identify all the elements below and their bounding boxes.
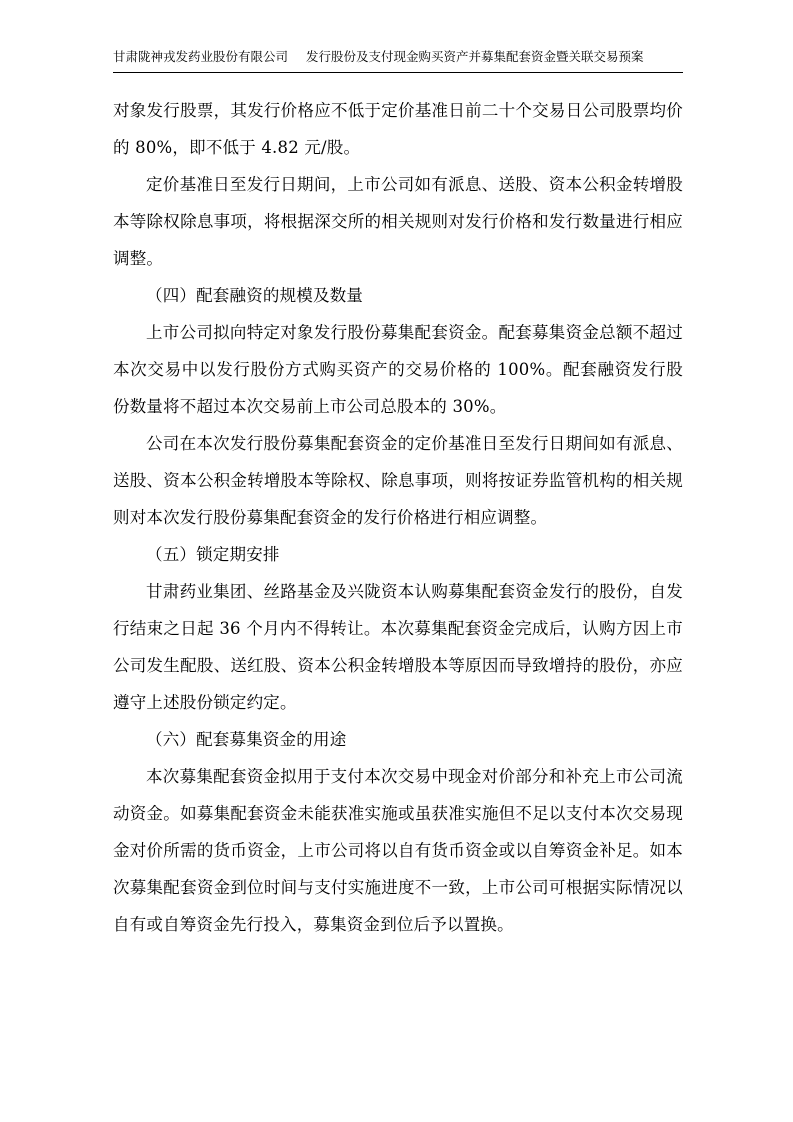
paragraph: 上市公司拟向特定对象发行股份募集配套资金。配套募集资金总额不超过本次交易中以发行股份方式购买资产的交易价格的 100%。配套融资发行股份数量将不超过本次交易前上市公司总股本的 30%。 <box>113 323 683 416</box>
paragraph: 甘肃药业集团、丝路基金及兴陇资本认购募集配套资金发行的股份，自发行结束之日起 36 个月内不得转让。本次募集配套资金完成后，认购方因上市公司发生配股、送红股、资本公积金转增股本等原因而导致增持的股份，亦应遵守上述股份锁定约定。 <box>113 582 683 712</box>
section-heading: （五）锁定期安排 <box>146 545 280 564</box>
document-body <box>113 92 683 943</box>
section-heading: （四）配套融资的规模及数量 <box>146 286 364 305</box>
paragraph: 公司在本次发行股份募集配套资金的定价基准日至发行日期间如有派息、送股、资本公积金转增股本等除权、除息事项，则将按证券监管机构的相关规则对本次发行股份募集配套资金的发行价格进行相应调整。 <box>113 434 683 527</box>
header-document-title: 发行股份及支付现金购买资产并募集配套资金暨关联交易预案 <box>306 49 644 64</box>
paragraph: 对象发行股票，其发行价格应不低于定价基准日前二十个交易日公司股票均价的 80%，即不低于 4.82 元/股。 <box>113 101 683 157</box>
section-heading: （六）配套募集资金的用途 <box>146 730 347 749</box>
paragraph: 定价基准日至发行日期间，上市公司如有派息、送股、资本公积金转增股本等除权除息事项，将根据深交所的相关规则对发行价格和发行数量进行相应调整。 <box>113 175 683 268</box>
paragraph: 本次募集配套资金拟用于支付本次交易中现金对价部分和补充上市公司流动资金。如募集配套资金未能获准实施或虽获准实施但不足以支付本次交易现金对价所需的货币资金，上市公司将以自有货币资金或以自筹资金补足。如本次募集配套资金到位时间与支付实施进度不一致，上市公司可根据实际情况以自有或自筹资金先行投入，募集资金到位后予以置换。 <box>113 767 683 934</box>
page-content-area <box>113 0 683 1122</box>
page-header <box>113 48 683 66</box>
header-divider-line <box>113 72 683 73</box>
header-company-name: 甘肃陇神戎发药业股份有限公司 <box>113 49 289 64</box>
